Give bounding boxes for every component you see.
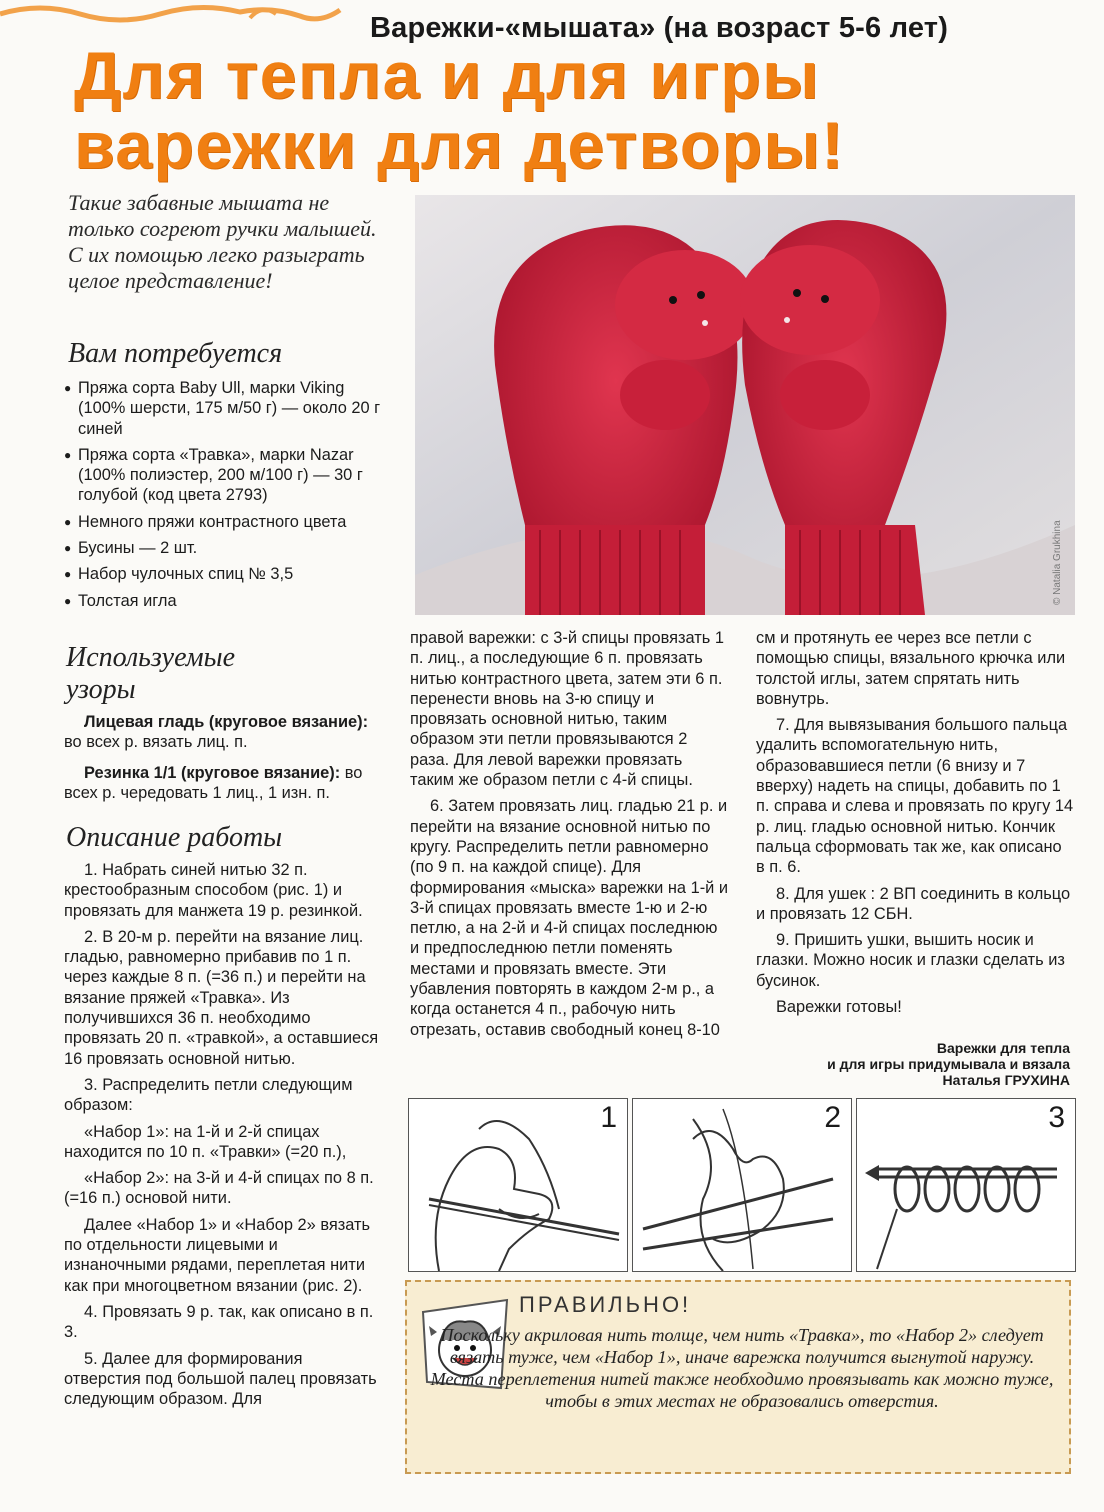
author-credit [748,1040,1070,1088]
step-paragraph: 6. Затем провязать лиц. гладью 21 р. и перейти на вязание основной нитью по кругу. Распределить петли равномерно (по 9 п. на каждой спице). Для формирования «мыска» варежки на 1-й и 3-й спицах провязать вместе 1-ю и 2-ю петлю, а на 2-й и 4-й спицах последнюю и предпоследнюю петли поменять местами и провязать вместе. Эти убавления повторять в каждом 2-м р., а когда останется 4 п., рабочую нить отрезать, оставив свободный конец 8-10 [410,797,729,1039]
pattern-rib [64,763,386,804]
credit-line: Варежки для тепла [936,1040,1070,1056]
headline [74,40,1104,180]
figure-number: 1 [600,1101,617,1134]
pattern-name: Лицевая гладь (круговое вязание): [84,713,369,731]
headline-line-2: варежки для детворы! [74,108,845,182]
material-item: ● Набор чулочных спиц № 3,5 [64,564,392,584]
intro-text: Такие забавные мышата не только согреют ручки малышей. С их помощью легко разыграть целое представление! [68,190,377,293]
step-paragraph: «Набор 2»: на 3-й и 4-й спицах по 8 п. (=16 п.) основой нити. [64,1169,374,1208]
tip-text: Поскольку акриловая нить толще, чем нить «Травка», то «Набор 2» следует вязать туже, чем «Набор 1», иначе варежка получится выгнутой наружу. Места переплетения нитей также необходимо провязывать как можно туже, чтобы в этих местах не образовались отверстия. [430,1325,1054,1411]
step-paragraph: 8. Для ушек : 2 ВП соединить в кольцо и провязать 12 СБН. [756,884,1071,923]
material-item: ● Пряжа сорта «Травка», марки Nazar (100% полиэстер, 200 м/100 г) — 30 г голубой (код цвета 2793) [64,445,392,506]
tip-title: ПРАВИЛЬНО! [519,1292,692,1317]
step-paragraph: 7. Для вывязывания большого пальца удалить вспомогательную нить, образовавшиеся петли (6 внизу и 7 вверху) надеть на спицы, добавить по 1 п. справа и слева и провязать по кругу 14 р. лиц. гладью основной нитью. Кончик пальца сформовать так же, как описано в п. 6. [756,716,1074,877]
materials-title: Вам потребуется [68,338,283,369]
step-paragraph: 1. Набрать синей нитью 32 п. крестообразным способом (рис. 1) и провязать для манжета 19 р. резинкой. [64,861,363,920]
step-paragraph: правой варежки: с 3-й спицы провязать 1 п. лиц., а последующие 6 п. провязать нитью контрастного цвета, затем эти 6 п. перенести вновь на 3-ю спицу и провязать основной нитью, таким образом эти петли провязываются 2 раза. Для левой варежки провязать таким же образом петли с 4-й спицы. [410,629,725,790]
step-paragraph: 9. Пришить ушки, вышить носик и глазки. Можно носик и глазки сделать из бусинок. [756,931,1065,990]
stitches-on-needle-illustration [857,1099,1075,1271]
work-title: Описание работы [66,822,283,853]
step-paragraph: 5. Далее для формирования отверстия под большой палец провязать следующим образом. Для [64,1349,377,1409]
material-item: ● Бусины — 2 шт. [64,538,392,558]
article-kicker: Варежки-«мышата» (на возраст 5-6 лет) [370,12,949,44]
work-column-2 [410,628,730,1046]
figure-1 [408,1098,628,1272]
step-paragraph: 4. Провязать 9 р. так, как описано в п. 3. [64,1302,374,1342]
headline-line-1: Для тепла и для игры [74,38,820,112]
figure-2 [632,1098,852,1272]
pattern-name: Резинка 1/1 (круговое вязание): [84,763,341,782]
pattern-desc: во всех р. вязать лиц. п. [64,733,248,752]
patterns-title-line-1: Используемые [66,642,236,673]
patterns-block [64,712,386,809]
material-item: ● Немного пряжи контрастного цвета [64,512,392,532]
decorative-swirl [0,0,360,28]
step-paragraph: Далее «Набор 1» и «Набор 2» вязать по отдельности лицевыми и изнаночными рядами, переплетая нити как при многоцветном вязании (рис. 2). [64,1215,371,1295]
pattern-stockinette [64,712,386,753]
figure-number: 3 [1048,1101,1065,1134]
figure-3 [856,1098,1076,1272]
step-paragraph: 3. Распределить петли следующим образом: [64,1075,353,1115]
figure-number: 2 [824,1101,841,1134]
work-column-3 [756,628,1074,1023]
hand-casting-on-illustration [409,1099,627,1271]
photo-watermark: © Natalia Grukhina [1052,520,1063,605]
patterns-title-line-2: узоры [66,674,136,705]
step-paragraph: 2. В 20-м р. перейти на вязание лиц. гладью, равномерно прибавив по 1 п. через каждые 8 п. (=36 п.) и перейти на вязание пряжей «Травка». Из получившихся 36 п. необходимо провязать 20 п. «травкой», а оставшиеся 16 провязать основной нитью. [64,927,379,1068]
materials-list [64,378,392,617]
step-paragraph: «Набор 1»: на 1-й и 2-й спицах находится по 10 п. «Травки» (=20 п.), [64,1122,347,1161]
mittens-photo [415,195,1075,615]
step-paragraph: Варежки готовы! [776,998,902,1017]
credit-line: и для игры придумывала и вязала [827,1056,1070,1072]
material-item: ● Толстая игла [64,591,392,611]
pattern-desc: во всех р. чередовать 1 лиц., 1 изн. п. [64,763,363,802]
patterns-title [66,642,386,706]
material-item: ● Пряжа сорта Baby Ull, марки Viking (100% шерсти, 175 м/50 г) — около 20 г синей [64,378,392,439]
credit-author: Наталья ГРУХИНА [942,1072,1070,1088]
work-column-1 [64,860,382,1415]
tip-box [405,1280,1071,1474]
step-paragraph: см и протянуть ее через все петли с помощью спицы, вязального крючка или толстой иглы, затем спрятать нить вовнутрь. [756,629,1066,708]
yarn-interlace-illustration [633,1099,851,1271]
